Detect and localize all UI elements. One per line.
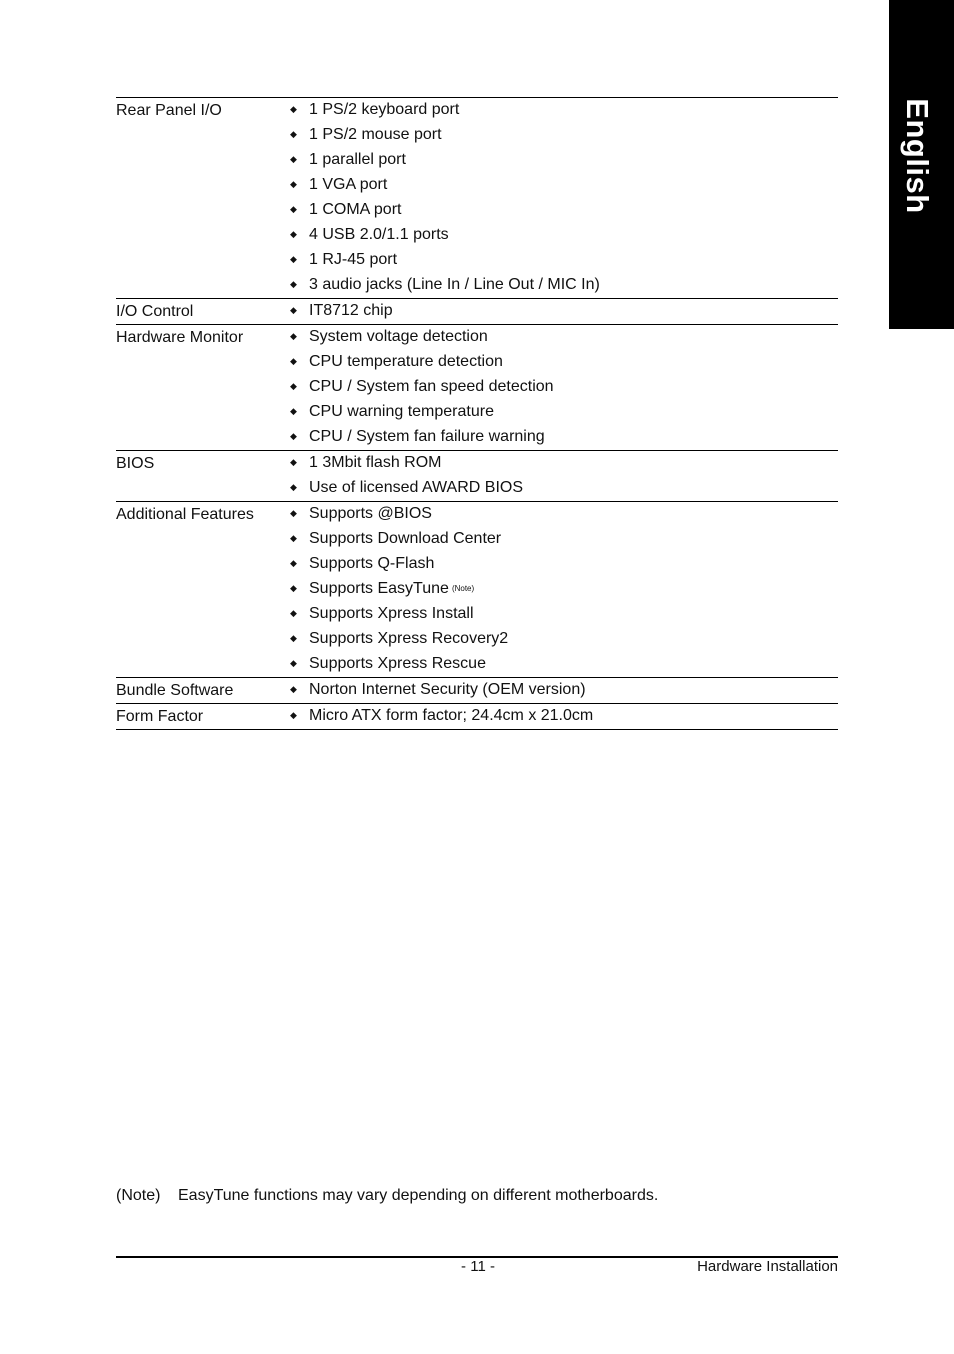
spec-item [278,400,838,425]
diamond-bullet-icon: ◆ [290,331,297,341]
spec-item [278,248,838,273]
diamond-bullet-icon: ◆ [290,482,297,492]
spec-item-text: CPU / System fan failure warning [309,428,545,445]
spec-label: BIOS [116,455,155,472]
spec-item-list [278,502,838,677]
spec-item [278,198,838,223]
diamond-bullet-icon: ◆ [290,633,297,643]
spec-item [278,502,838,527]
spec-item-list [278,451,838,501]
spec-item-text: Norton Internet Security (OEM version) [309,681,586,698]
diamond-bullet-icon: ◆ [290,558,297,568]
spec-item [278,173,838,198]
spec-item [278,552,838,577]
spec-item-text: Supports Xpress Recovery2 [309,630,509,647]
diamond-bullet-icon: ◆ [290,710,297,720]
spec-item [278,299,838,324]
diamond-bullet-icon: ◆ [290,431,297,441]
spec-label: Rear Panel I/O [116,102,222,119]
spec-row [116,98,838,299]
spec-label: Additional Features [116,506,254,523]
diamond-bullet-icon: ◆ [290,608,297,618]
diamond-bullet-icon: ◆ [290,204,297,214]
diamond-bullet-icon: ◆ [290,254,297,264]
page-number: - 11 - [461,1258,495,1275]
diamond-bullet-icon: ◆ [290,305,297,315]
spec-item [278,98,838,123]
diamond-bullet-icon: ◆ [290,154,297,164]
spec-item-text: Supports Xpress Rescue [309,655,486,672]
diamond-bullet-icon: ◆ [290,533,297,543]
spec-item [278,476,838,501]
language-tab-label: English [900,98,935,214]
spec-item [278,273,838,298]
diamond-bullet-icon: ◆ [290,658,297,668]
spec-label: Hardware Monitor [116,329,244,346]
diamond-bullet-icon: ◆ [290,381,297,391]
spec-row [116,704,838,730]
spec-item-text: 1 COMA port [309,201,402,218]
diamond-bullet-icon: ◆ [290,104,297,114]
spec-item-list [278,98,838,298]
spec-item [278,350,838,375]
spec-item [278,123,838,148]
spec-item [278,223,838,248]
spec-item-text: Use of licensed AWARD BIOS [309,479,523,496]
diamond-bullet-icon: ◆ [290,229,297,239]
footnote-label: (Note) [116,1187,161,1204]
spec-item [278,627,838,652]
footnote [116,1185,658,1207]
diamond-bullet-icon: ◆ [290,684,297,694]
spec-item [278,652,838,677]
spec-row [116,299,838,325]
diamond-bullet-icon: ◆ [290,583,297,593]
spec-item-text: 1 RJ-45 port [309,251,398,268]
spec-label: Bundle Software [116,682,234,699]
spec-item [278,602,838,627]
note-reference: (Note) [451,584,475,593]
spec-row [116,678,838,704]
spec-item [278,425,838,450]
spec-item [278,451,838,476]
spec-row [116,502,838,678]
spec-item-text: Supports EasyTune [309,580,449,597]
spec-item-text: CPU / System fan speed detection [309,378,554,395]
diamond-bullet-icon: ◆ [290,457,297,467]
spec-item-list [278,299,838,324]
spec-item-text: Supports Xpress Install [309,605,474,622]
spec-item-text: 4 USB 2.0/1.1 ports [309,226,449,243]
spec-item-text: Micro ATX form factor; 24.4cm x 21.0cm [309,707,594,724]
diamond-bullet-icon: ◆ [290,406,297,416]
spec-item-text: 1 parallel port [309,151,406,168]
spec-item-text: 1 VGA port [309,176,388,193]
spec-row [116,325,838,451]
diamond-bullet-icon: ◆ [290,356,297,366]
spec-item [278,704,838,729]
spec-item-text: System voltage detection [309,328,488,345]
spec-item-list [278,678,838,703]
spec-item [278,678,838,703]
spec-item-list [278,325,838,450]
spec-item-text: 1 PS/2 mouse port [309,126,442,143]
spec-label: Form Factor [116,708,204,725]
spec-item [278,375,838,400]
spec-item-list [278,704,838,729]
spec-item [278,577,838,602]
diamond-bullet-icon: ◆ [290,129,297,139]
spec-item-text: 1 3Mbit flash ROM [309,454,442,471]
diamond-bullet-icon: ◆ [290,279,297,289]
spec-label: I/O Control [116,303,194,320]
spec-item [278,527,838,552]
spec-item-text: 1 PS/2 keyboard port [309,101,460,118]
spec-item-text: CPU warning temperature [309,403,494,420]
spec-item-text: IT8712 chip [309,302,393,319]
spec-item-text: 3 audio jacks (Line In / Line Out / MIC In) [309,276,600,293]
spec-item-text: Supports @BIOS [309,505,432,522]
spec-row [116,451,838,502]
spec-item-text: CPU temperature detection [309,353,503,370]
diamond-bullet-icon: ◆ [290,179,297,189]
spec-item-text: Supports Q-Flash [309,555,435,572]
diamond-bullet-icon: ◆ [290,508,297,518]
spec-table [116,97,838,730]
footer-section-title: Hardware Installation [697,1258,838,1275]
spec-item [278,148,838,173]
spec-item-text: Supports Download Center [309,530,502,547]
footnote-text: EasyTune functions may vary depending on different motherboards. [178,1187,659,1204]
spec-item [278,325,838,350]
